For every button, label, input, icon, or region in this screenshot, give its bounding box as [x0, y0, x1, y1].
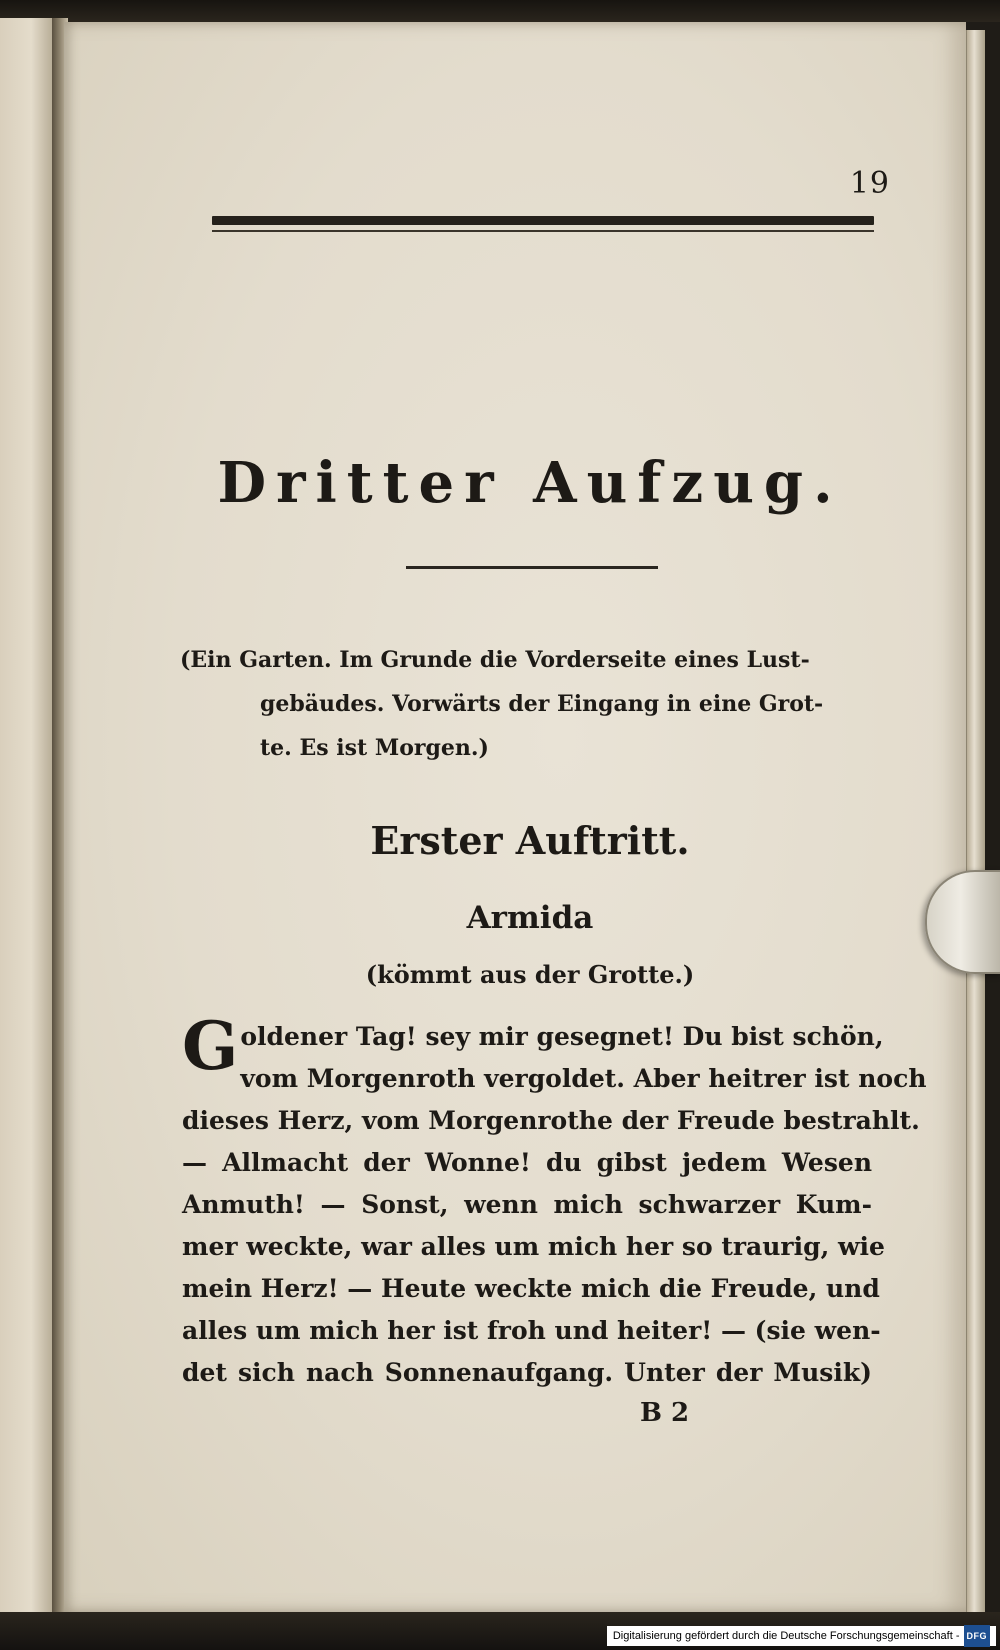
text-line: oldener Tag! sey mir gesegnet! Du bist schön, [240, 1022, 884, 1051]
text-line: Anmuth! — Sonst, wenn mich schwarzer Kum- [182, 1190, 872, 1219]
text-line: — Allmacht der Wonne! du gibst jedem Wesen [182, 1148, 872, 1177]
stage-direction-line: te. Es ist Morgen.) [260, 735, 489, 761]
dfg-logo: DFG [964, 1625, 991, 1647]
text-line: dieses Herz, vom Morgenrothe der Freude bestrahlt. [182, 1106, 920, 1135]
header-rule-thick [212, 216, 874, 225]
left-page-edge [0, 18, 54, 1618]
stage-direction-line: gebäudes. Vorwärts der Eingang in eine Grot- [260, 691, 824, 717]
speaker-direction: (kömmt aus der Grotte.) [365, 960, 695, 989]
text-line: det sich nach Sonnenaufgang. Unter der Musik) [182, 1358, 872, 1387]
scene-title: Erster Auftritt. [370, 818, 690, 863]
stage-direction-line: (Ein Garten. Im Grunde die Vorderseite eines Lust- [180, 647, 810, 673]
header-rule-thin [212, 230, 874, 232]
scan-background-top [0, 0, 1000, 22]
text-line: alles um mich her ist froh und heiter! — (sie wen- [182, 1316, 881, 1345]
stage-direction [180, 638, 880, 770]
speaker-name: Armida [466, 900, 594, 936]
page-stack-edge [966, 30, 985, 1620]
speech-text [182, 1007, 927, 1394]
act-title: Dritter Aufzug. [217, 450, 843, 516]
text-line: mer weckte, war alles um mich her so traurig, wie [182, 1232, 885, 1261]
digitization-credit [607, 1626, 996, 1646]
signature-mark: B 2 [640, 1398, 690, 1428]
title-divider [406, 566, 658, 569]
text-line: vom Morgenroth vergoldet. Aber heitrer ist noch [240, 1064, 927, 1093]
text-line: mein Herz! — Heute weckte mich die Freude, und [182, 1274, 880, 1303]
credit-text: Digitalisierung gefördert durch die Deutsche Forschungsgemeinschaft - [612, 1630, 960, 1642]
page-number: 19 [849, 166, 890, 201]
drop-cap: G [182, 1007, 239, 1085]
